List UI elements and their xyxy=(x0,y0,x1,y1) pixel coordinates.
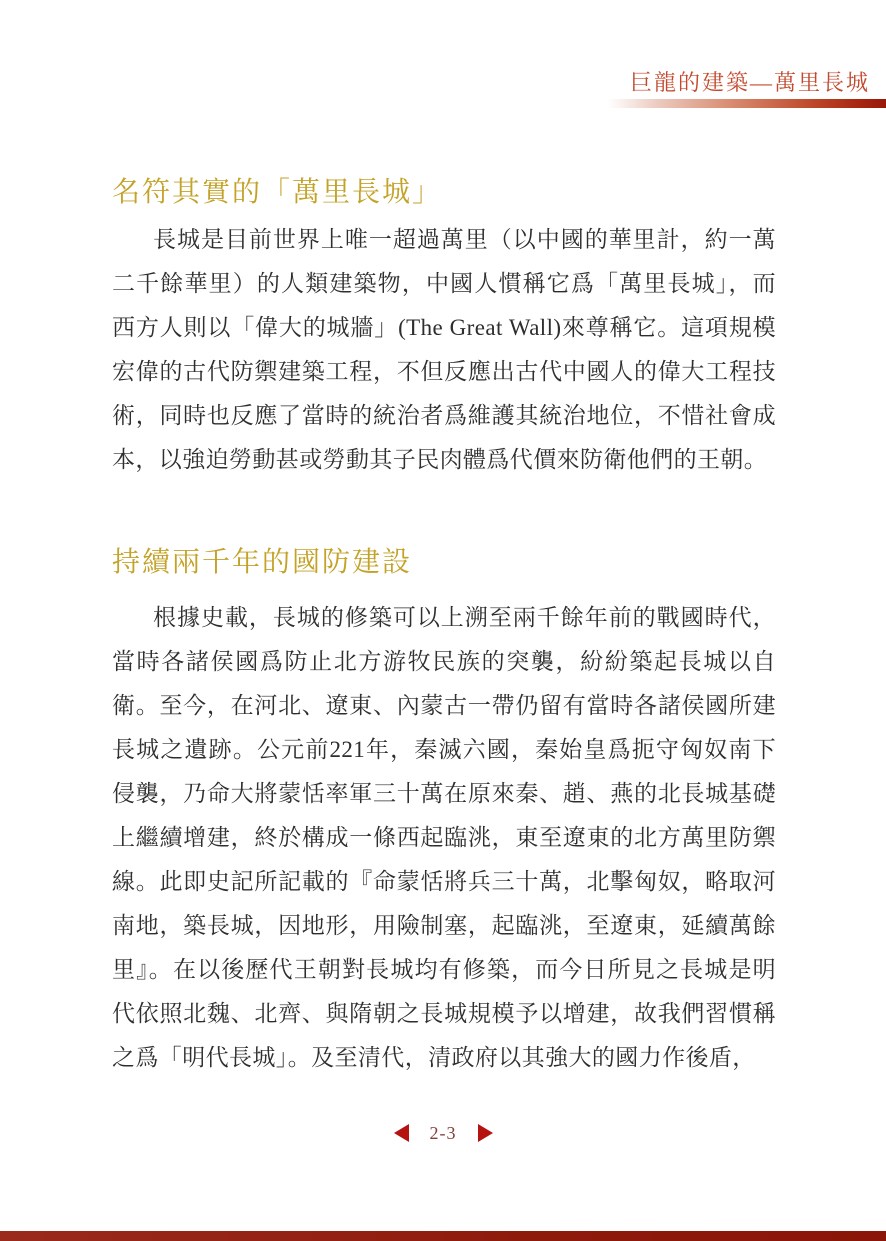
chapter-title: 巨龍的建築—萬里長城 xyxy=(629,70,870,95)
bottom-red-bar xyxy=(0,1231,886,1241)
section-paragraph-two-thousand-years: 根據史載，長城的修築可以上溯至兩千餘年前的戰國時代，當時各諸侯國爲防止北方游牧民族的突襲，紛紛築起長城以自衛。至今，在河北、遼東、內蒙古一帶仍留有當時各諸侯國所建長城之遺跡。公元前221年，秦滅六國，秦始皇爲扼守匈奴南下侵襲，乃命大將蒙恬率軍三十萬在原來秦、趙、燕的北長城基礎上繼續增建，終於構成一條西起臨洮，東至遼東的北方萬里防禦線。此即史記所記載的『命蒙恬將兵三十萬，北擊匈奴，略取河南地，築長城，因地形，用險制塞，起臨洮，至遼東，延續萬餘里』。在以後歷代王朝對長城均有修築，而今日所見之長城是明代依照北魏、北齊、與隋朝之長城規模予以增建，故我們習慣稱之爲「明代長城」。及至清代，清政府以其強大的國力作後盾， xyxy=(112,605,776,1070)
page-number-label: 2-3 xyxy=(429,1122,457,1143)
header-gradient-rule xyxy=(608,99,886,108)
previous-page-icon[interactable] xyxy=(394,1124,409,1142)
section-heading-two-thousand-years: 持續兩千年的國防建設 xyxy=(112,547,413,578)
pager xyxy=(0,1118,886,1148)
next-page-icon[interactable] xyxy=(478,1124,493,1142)
section-paragraph-true-to-its-name: 長城是目前世界上唯一超過萬里（以中國的華里計，約一萬二千餘華里）的人類建築物，中國人慣稱它爲「萬里長城」，而西方人則以「偉大的城牆」(The Great Wall)來尊稱它。這項規模宏偉的古代防禦建築工程，不但反應出古代中國人的偉大工程技術，同時也反應了當時的統治者爲維護其統治地位，不惜社會成本，以強迫勞動甚或勞動其子民肉體爲代價來防衛他們的王朝。 xyxy=(112,227,776,472)
section-heading-true-to-its-name: 名符其實的「萬里長城」 xyxy=(112,177,443,208)
